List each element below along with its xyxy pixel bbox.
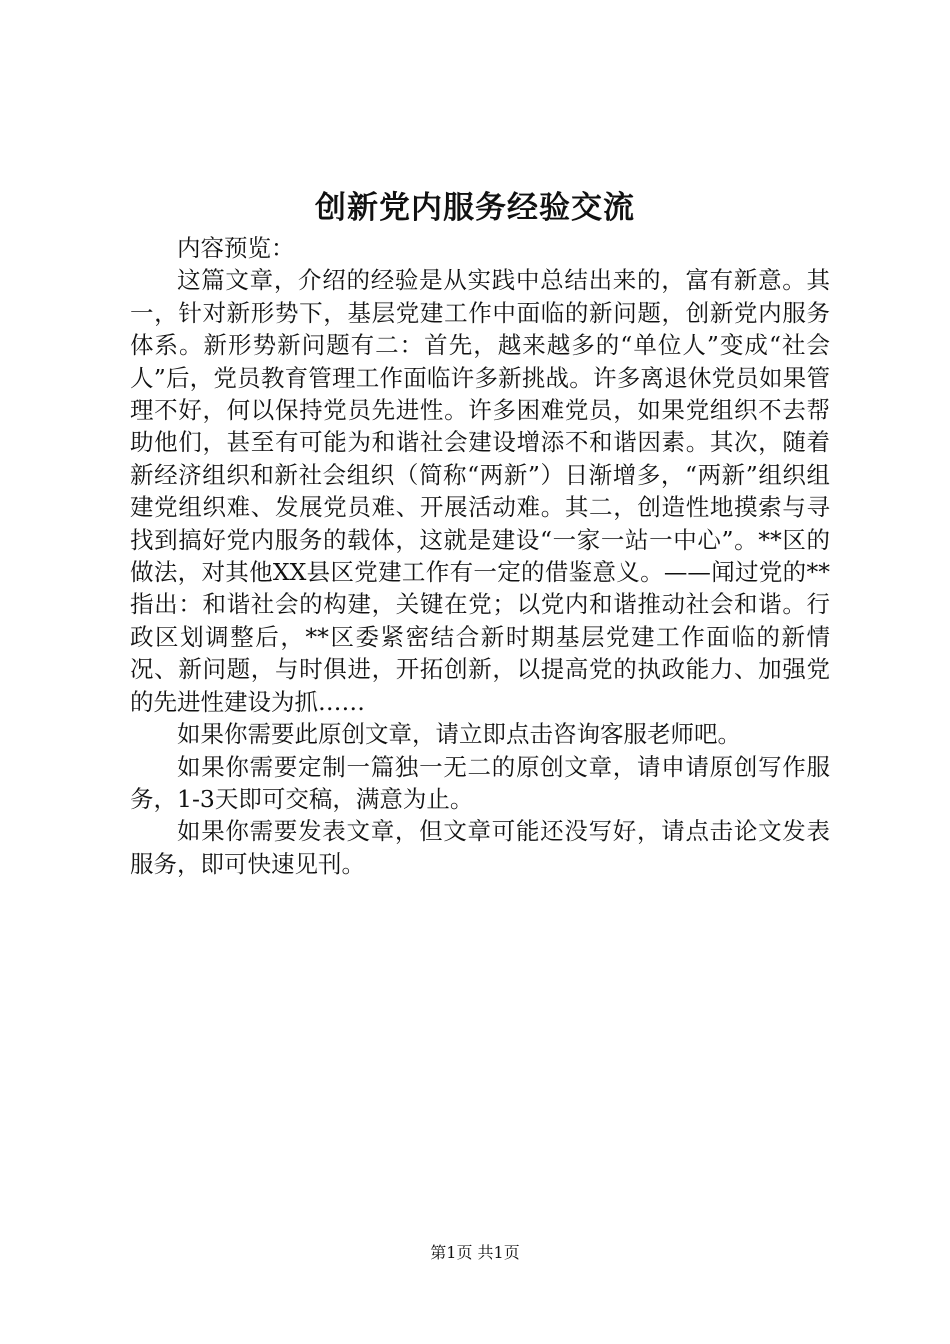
- summary-paragraph: 这篇文章，介绍的经验是从实践中总结出来的，富有新意。其一，针对新形势下，基层党建工作中面临的新问题，创新党内服务体系。新形势新问题有二：首先，越来越多的“单位人”变成“社会人”后，党员教育管理工作面临许多新挑战。许多离退休党员如果管理不好，何以保持党员先进性。许多困难党员，如果党组织不去帮助他们，甚至有可能为和谐社会建设增添不和谐因素。其次，随着新经济组织和新社会组织（简称“两新”）日渐增多，“两新”组织组建党组织难、发展党员难、开展活动难。其二，创造性地摸索与寻找到搞好党内服务的载体，这就是建设“一家一站一中心”。**区的做法，对其他XX县区党建工作有一定的借鉴意义。——闻过党的**指出：和谐社会的构建，关键在党；以党内和谐推动社会和谐。行政区划调整后，**区委紧密结合新时期基层党建工作面临的新情况、新问题，与时俱进，开拓创新，以提高党的执政能力、加强党的先进性建设为抓……: [130, 266, 830, 716]
- custom-writing-paragraph: 如果你需要定制一篇独一无二的原创文章，请申请原创写作服务，1-3天即可交稿，满意为止。: [130, 752, 830, 813]
- document-title: 创新党内服务经验交流: [315, 190, 635, 226]
- preview-label: 内容预览：: [177, 234, 295, 262]
- publish-paragraph: 如果你需要发表文章，但文章可能还没写好，请点击论文发表服务，即可快速见刊。: [130, 817, 830, 878]
- page-footer: 第1页 共1页: [430, 1243, 520, 1262]
- consult-paragraph: 如果你需要此原创文章，请立即点击咨询客服老师吧。: [177, 720, 741, 749]
- document-body: [130, 232, 830, 880]
